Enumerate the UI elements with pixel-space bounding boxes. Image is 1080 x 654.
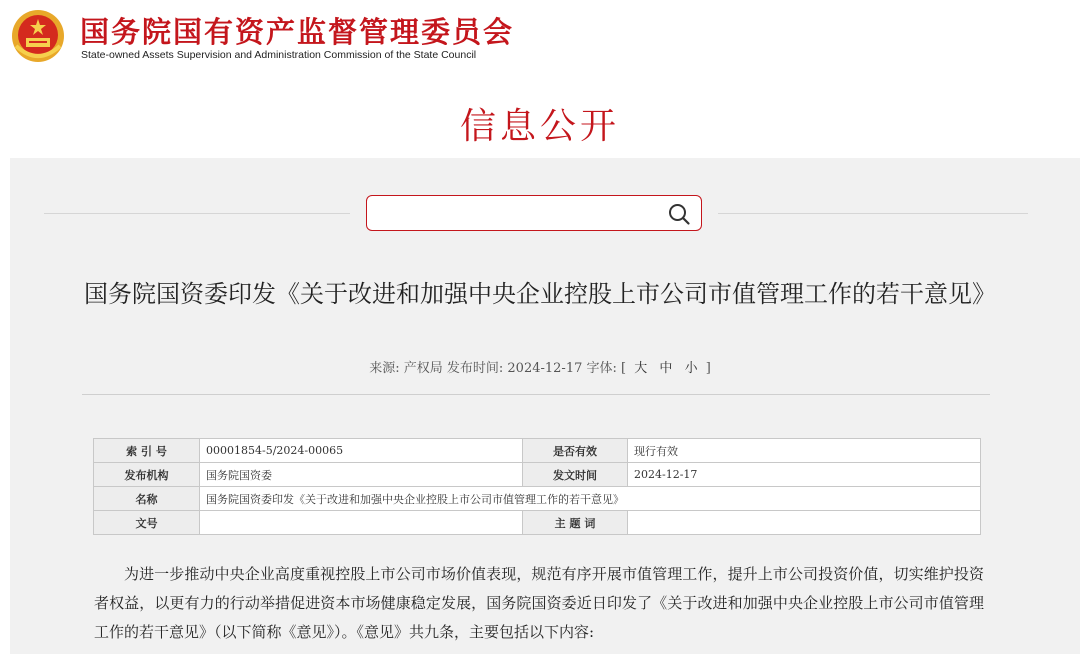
table-row bbox=[94, 511, 981, 535]
doc-number-label: 文号 bbox=[94, 511, 200, 535]
source-value: 产权局 bbox=[403, 361, 443, 376]
keywords-value bbox=[628, 511, 981, 535]
table-row bbox=[94, 439, 981, 463]
font-size-medium-button[interactable]: 中 bbox=[659, 361, 673, 376]
name-label: 名称 bbox=[94, 487, 200, 511]
national-emblem-icon bbox=[10, 8, 66, 64]
valid-label: 是否有效 bbox=[523, 439, 628, 463]
doc-number-value bbox=[200, 511, 523, 535]
article-meta bbox=[80, 357, 1000, 376]
issuer-value: 国务院国资委 bbox=[200, 463, 523, 487]
source-label: 来源: bbox=[369, 361, 400, 376]
section-title: 信息公开 bbox=[459, 106, 620, 147]
bracket-open: [ bbox=[621, 361, 627, 376]
date-value: 2024-12-17 bbox=[507, 361, 583, 376]
table-row bbox=[94, 487, 981, 511]
search-box[interactable] bbox=[366, 195, 702, 231]
date-label: 发布时间: bbox=[446, 361, 504, 376]
index-value: 00001854-5/2024-00065 bbox=[200, 439, 523, 463]
article-title: 国务院国资委印发《关于改进和加强中央企业控股上市公司市值管理工作的若干意见》 bbox=[84, 280, 996, 308]
search-icon[interactable] bbox=[667, 202, 691, 226]
org-name-en: State-owned Assets Supervision and Administration Commission of the State Council bbox=[81, 49, 477, 61]
font-size-small-button[interactable]: 小 bbox=[684, 361, 698, 376]
index-label: 索 引 号 bbox=[94, 439, 200, 463]
document-info-table bbox=[93, 438, 981, 535]
font-size-large-button[interactable]: 大 bbox=[634, 361, 648, 376]
org-name-cn[interactable]: 国务院国有资产监督管理委员会 bbox=[80, 15, 515, 49]
divider-right bbox=[718, 213, 1028, 214]
meta-divider bbox=[82, 394, 990, 395]
font-size-label: 字体: bbox=[586, 361, 617, 376]
article-body bbox=[94, 560, 984, 647]
bracket-close: ] bbox=[705, 361, 711, 376]
body-paragraph: 为进一步推动中央企业高度重视控股上市公司市场价值表现，规范有序开展市值管理工作，提升上市公司投资价值，切实维护投资者权益，以更有力的行动举措促进资本市场健康稳定发展，国务院国资委近日印发了《关于改进和加强中央企业控股上市公司市值管理工作的若干意见》（以下简称《意见》）。《意见》共九条，主要包括以下内容: bbox=[94, 565, 984, 641]
search-input[interactable] bbox=[377, 202, 651, 226]
issue-date-value: 2024-12-17 bbox=[628, 463, 981, 487]
divider-left bbox=[44, 213, 350, 214]
name-value: 国务院国资委印发《关于改进和加强中央企业控股上市公司市值管理工作的若干意见》 bbox=[200, 487, 981, 511]
issuer-label: 发布机构 bbox=[94, 463, 200, 487]
table-row bbox=[94, 463, 981, 487]
keywords-label: 主 题 词 bbox=[523, 511, 628, 535]
issue-date-label: 发文时间 bbox=[523, 463, 628, 487]
valid-value: 现行有效 bbox=[628, 439, 981, 463]
